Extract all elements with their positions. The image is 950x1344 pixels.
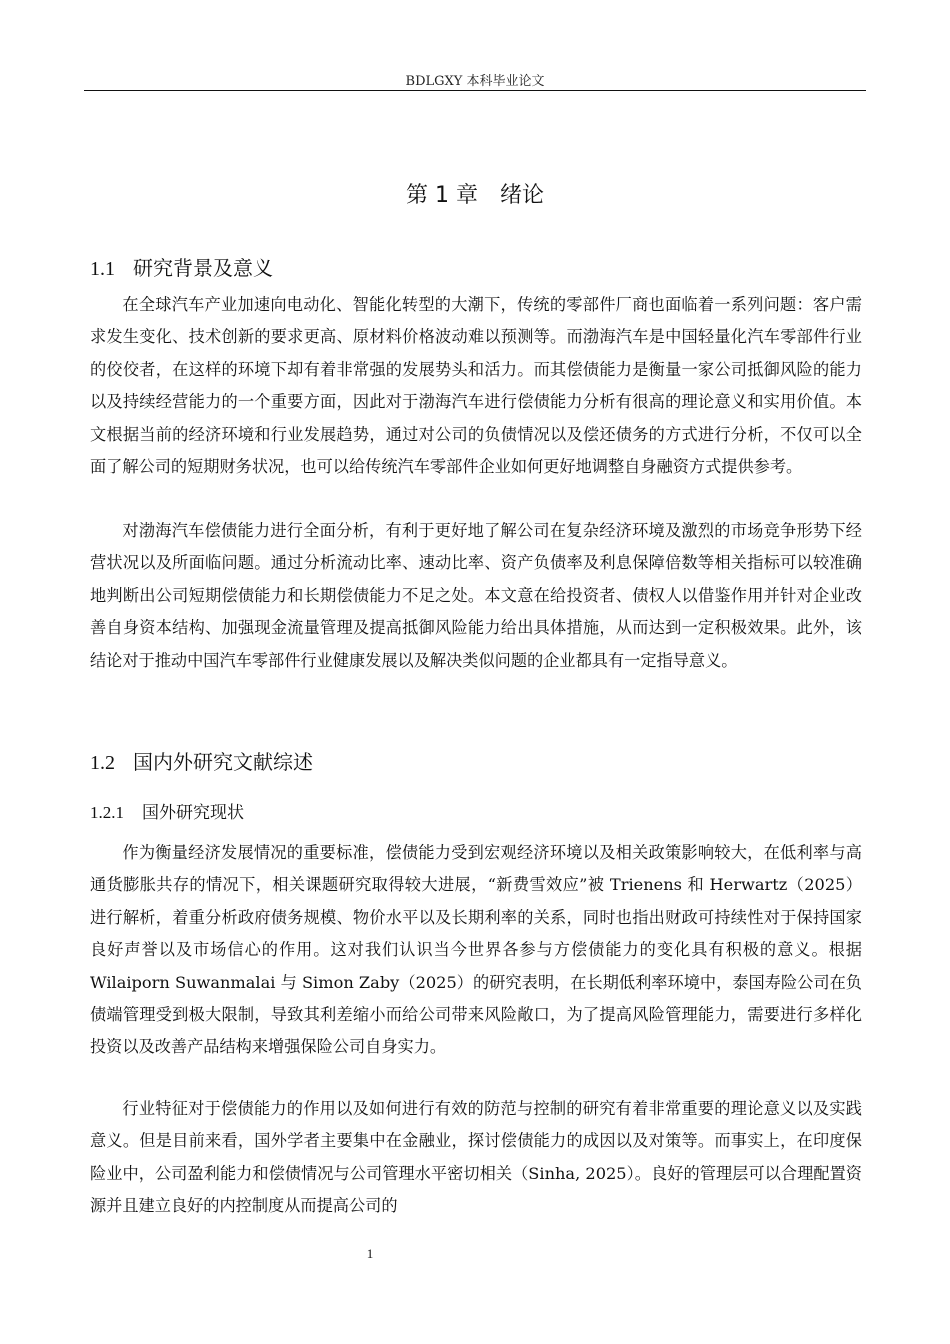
- chapter-title: 第 1 章 绪论: [406, 183, 544, 208]
- section-title: 研究背景及意义: [133, 256, 273, 280]
- subsection-title: 国外研究现状: [142, 803, 244, 823]
- page-number: 1: [366, 1246, 374, 1261]
- section-number: 1.2: [90, 752, 115, 774]
- section-heading-1-2: [90, 746, 313, 775]
- section-number: 1.1: [90, 258, 115, 280]
- header-divider: [84, 90, 866, 91]
- subsection-number: 1.2.1: [90, 803, 124, 822]
- section-heading-1-1: [90, 252, 273, 281]
- body-paragraph: 行业特征对于偿债能力的作用以及如何进行有效的防范与控制的研究有着非常重要的理论意义以及实践意义。但是目前来看，国外学者主要集中在金融业，探讨偿债能力的成因以及对策等。而事实上，在印度保险业中，公司盈利能力和偿债情况与公司管理水平密切相关（Sinha, 2025）。良好的管理层可以合理配置资源并且建立良好的内控制度从而提高公司的: [90, 1099, 862, 1216]
- subsection-heading-1-2-1: [90, 798, 244, 823]
- body-paragraph: 在全球汽车产业加速向电动化、智能化转型的大潮下，传统的零部件厂商也面临着一系列问题：客户需求发生变化、技术创新的要求更高、原材料价格波动难以预测等。而渤海汽车是中国轻量化汽车零部件行业的佼佼者，在这样的环境下却有着非常强的发展势头和活力。而其偿债能力是衡量一家公司抵御风险的能力以及持续经营能力的一个重要方面，因此对于渤海汽车进行偿债能力分析有很高的理论意义和实用价值。本文根据当前的经济环境和行业发展趋势，通过对公司的负债情况以及偿还债务的方式进行分析，不仅可以全面了解公司的短期财务状况，也可以给传统汽车零部件企业如何更好地调整自身融资方式提供参考。: [90, 295, 862, 477]
- body-paragraph: 作为衡量经济发展情况的重要标准，偿债能力受到宏观经济环境以及相关政策影响较大，在低利率与高通货膨胀共存的情况下，相关课题研究取得较大进展，“新费雪效应”被 Trienens 和 Herwartz（2025）进行解析，着重分析政府债务规模、物价水平以及长期利率的关系，同时也指出财政可持续性对于保持国家良好声誉以及市场信心的作用。这对我们认识当今世界各参与方偿债能力的变化具有积极的意义。根据 Wilaiporn Suwanmalai 与 Simon Zaby（2025）的研究表明，在长期低利率环境中，泰国寿险公司在负债端管理受到极大限制，导致其利差缩小而给公司带来风险敞口，为了提高风险管理能力，需要进行多样化投资以及改善产品结构来增强保险公司自身实力。: [90, 843, 862, 1057]
- section-title: 国内外研究文献综述: [133, 750, 313, 774]
- running-header: BDLGXY 本科毕业论文: [405, 74, 545, 89]
- body-paragraph: 对渤海汽车偿债能力进行全面分析，有利于更好地了解公司在复杂经济环境及激烈的市场竞争形势下经营状况以及所面临问题。通过分析流动比率、速动比率、资产负债率及利息保障倍数等相关指标可以较准确地判断出公司短期偿债能力和长期偿债能力不足之处。本文意在给投资者、债权人以借鉴作用并针对企业改善自身资本结构、加强现金流量管理及提高抵御风险能力给出具体措施，从而达到一定积极效果。此外，该结论对于推动中国汽车零部件行业健康发展以及解决类似问题的企业都具有一定指导意义。: [90, 521, 862, 670]
